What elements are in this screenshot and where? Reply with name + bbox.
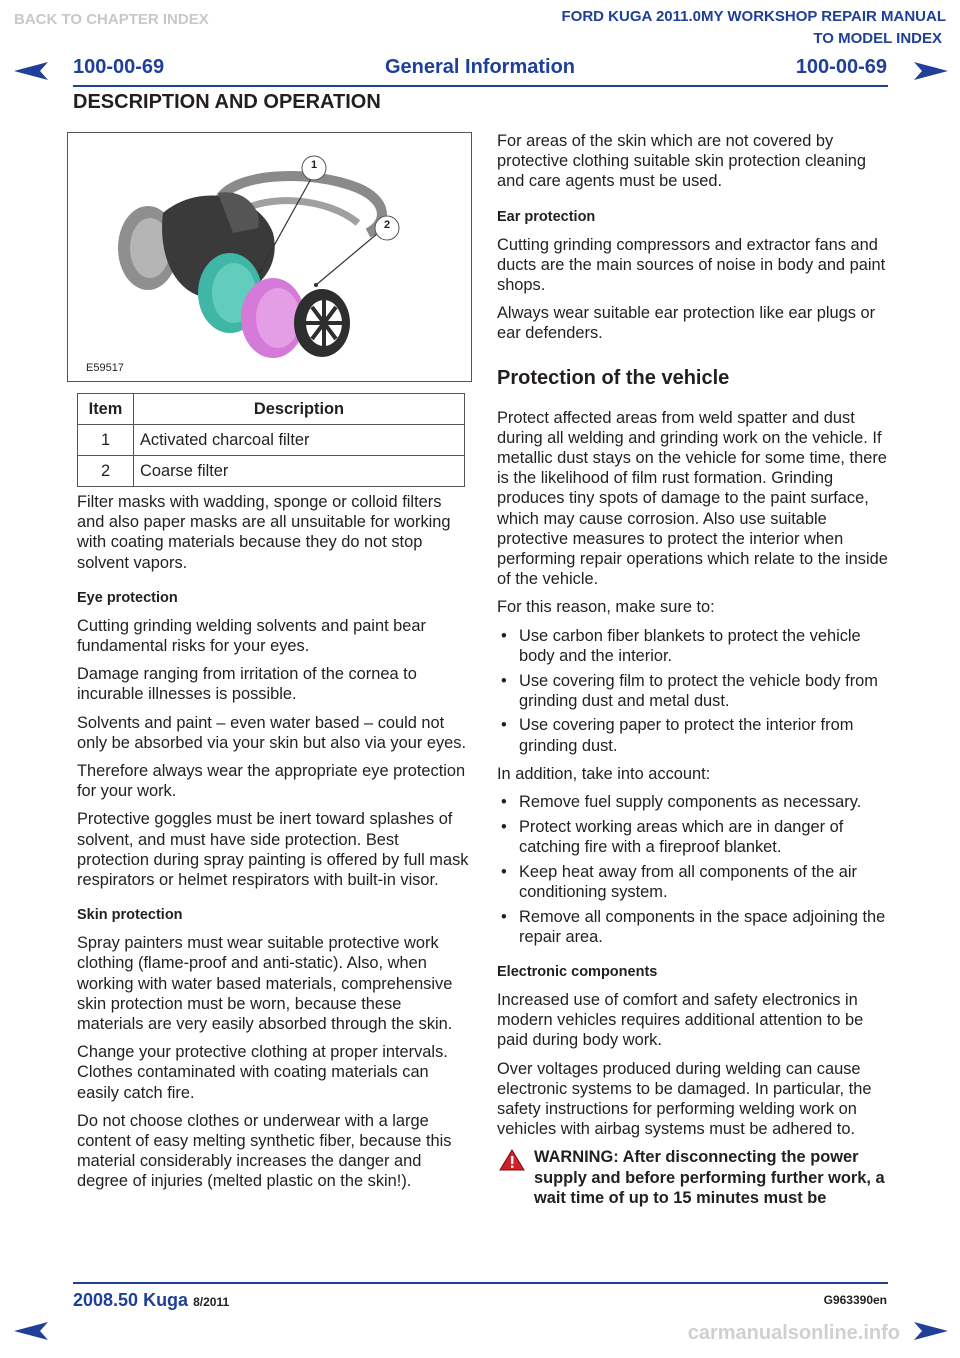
table-header-description: Description: [134, 394, 465, 425]
eye-paragraph-3: Solvents and paint – even water based – could not only be absorbed via your skin but also via your eyes.: [77, 713, 467, 752]
eye-paragraph-4: Therefore always wear the appropriate eye protection for your work.: [77, 762, 466, 801]
eye-paragraph-2: Damage ranging from irritation of the cornea to incurable illnesses is possible.: [77, 665, 417, 704]
warning-triangle-icon: [499, 1149, 525, 1171]
electronic-paragraph-1: Increased use of comfort and safety electronics in modern vehicles requires additional attention to be paid during body work.: [497, 991, 864, 1050]
table-cell-item: 1: [78, 425, 134, 456]
section-title: General Information: [384, 56, 576, 78]
list-item: • Use covering film to protect the vehicle body from grinding dust and metal dust.: [501, 671, 878, 710]
table-cell-description: Coarse filter: [134, 456, 465, 487]
back-to-chapter-index-link[interactable]: BACK TO CHAPTER INDEX: [14, 11, 209, 28]
list-item: • Use covering paper to protect the interior from grinding dust.: [501, 716, 854, 755]
list-item: • Keep heat away from all components of the air conditioning system.: [501, 862, 858, 901]
table-cell-item: 2: [78, 456, 134, 487]
bullet-icon: •: [501, 817, 507, 836]
to-model-index-link[interactable]: TO MODEL INDEX: [813, 30, 942, 47]
eye-paragraph-5: Protective goggles must be inert toward splashes of solvent, and must have side protection. Best protection during spray painting is offered by full mask respirators or helmet respirators with built-in visor.: [77, 810, 469, 890]
eye-paragraph-1: Cutting grinding welding solvents and paint bear fundamental risks for your eyes.: [77, 616, 426, 656]
respirator-figure: [67, 132, 472, 382]
skin-paragraph-1: Spray painters must wear suitable protective work clothing (flame-proof and anti-static). Also, when working with water based materials, comprehensive skin protection must be worn, because these materials are very easily absorbed through the skin.: [77, 934, 453, 1034]
eye-protection-heading: Eye protection: [77, 589, 178, 606]
skin-care-paragraph: For areas of the skin which are not covered by protective clothing suitable skin protection cleaning and care agents must be used.: [497, 132, 867, 191]
manual-title-link[interactable]: FORD KUGA 2011.0MY WORKSHOP REPAIR MANUAL: [561, 8, 946, 25]
footer-date: 8/2011: [193, 1295, 230, 1309]
vehicle-paragraph-2: For this reason, make sure to:: [497, 598, 715, 617]
page-number-right: 100-00-69: [795, 56, 887, 78]
page-heading: DESCRIPTION AND OPERATION: [73, 91, 381, 113]
ear-protection-heading: Ear protection: [497, 208, 596, 225]
table-row: [78, 425, 465, 456]
table-cell-description: Activated charcoal filter: [134, 425, 465, 456]
bullet-icon: •: [501, 626, 507, 645]
make-sure-list: [497, 626, 889, 756]
footer-model-name: 2008.50 Kuga: [73, 1290, 189, 1310]
watermark-text: carmanualsonline.info: [687, 1322, 900, 1344]
respirator-mask-illustration: [68, 133, 471, 381]
item-description-table: [77, 393, 465, 487]
ear-paragraph-1: Cutting grinding compressors and extractor fans and ducts are the main sources of noise in body and paint shops.: [497, 235, 886, 295]
electronic-components-heading: Electronic components: [497, 964, 658, 980]
page-number-left: 100-00-69: [73, 56, 165, 78]
skin-paragraph-2: Change your protective clothing at proper intervals. Clothes contaminated with coating materials can easily catch fire.: [77, 1043, 448, 1102]
callout-2: 2: [383, 219, 391, 231]
footer-code: G963390en: [823, 1293, 887, 1307]
bullet-icon: •: [501, 671, 507, 690]
vehicle-paragraph-1: Protect affected areas from weld spatter and dust during all welding and grinding work on the vehicle. If metallic dust stays on the vehicle for some time, there is the likelihood of film rust formation. Grinding produces tiny spots of damage to the paint surface, which may cause corrosion. Also use suitable protective measures to protect the interior when performing repair operations which relate to the inside of the vehicle.: [497, 408, 888, 589]
left-column: [77, 492, 469, 1200]
ear-paragraph-2: Always wear suitable ear protection like ear plugs or ear defenders.: [497, 304, 876, 343]
electronic-paragraph-2: Over voltages produced during welding can cause electronic systems to be damaged. In particular, the safety instructions for performing welding work on vehicles with airbag systems must be adhered to.: [497, 1059, 872, 1139]
skin-protection-heading: Skin protection: [77, 907, 183, 924]
filter-masks-paragraph: Filter masks with wadding, sponge or colloid filters and also paper masks are all unsuitable for working with coating materials because they do not stop solvent vapors.: [77, 493, 451, 572]
list-item: • Use carbon fiber blankets to protect the vehicle body and the interior.: [501, 626, 861, 665]
footer-rule: [73, 1282, 888, 1284]
skin-paragraph-3: Do not choose clothes or underwear with a large content of easy melting synthetic fiber, because this material considerably increases the danger and degree of injuries (melted plastic on the skin!).: [77, 1111, 452, 1191]
previous-page-arrow-bottom-icon[interactable]: [12, 1320, 50, 1342]
vehicle-paragraph-3: In addition, take into account:: [497, 764, 711, 783]
right-column: [497, 131, 889, 1208]
figure-code: E59517: [86, 362, 124, 374]
list-item: • Remove all components in the space adjoining the repair area.: [501, 907, 886, 946]
bullet-icon: •: [501, 793, 507, 812]
warning-text: WARNING: After disconnecting the power supply and before performing further work, a wait time of up to 15 minutes must be: [534, 1148, 885, 1207]
list-item: • Protect working areas which are in danger of catching fire with a fireproof blanket.: [501, 817, 844, 856]
bullet-icon: •: [501, 907, 507, 926]
footer-model: [73, 1290, 229, 1311]
list-item: • Remove fuel supply components as necessary.: [501, 793, 862, 812]
warning-block: [497, 1147, 889, 1208]
table-row: [78, 456, 465, 487]
table-header-item: Item: [78, 394, 134, 425]
vehicle-protection-heading: Protection of the vehicle: [497, 366, 730, 389]
bullet-icon: •: [501, 862, 507, 881]
next-page-arrow-bottom-icon[interactable]: [912, 1320, 950, 1342]
take-into-account-list: [497, 792, 889, 947]
callout-1: 1: [310, 159, 318, 171]
bullet-icon: •: [501, 716, 507, 735]
header-rule: [73, 85, 888, 87]
